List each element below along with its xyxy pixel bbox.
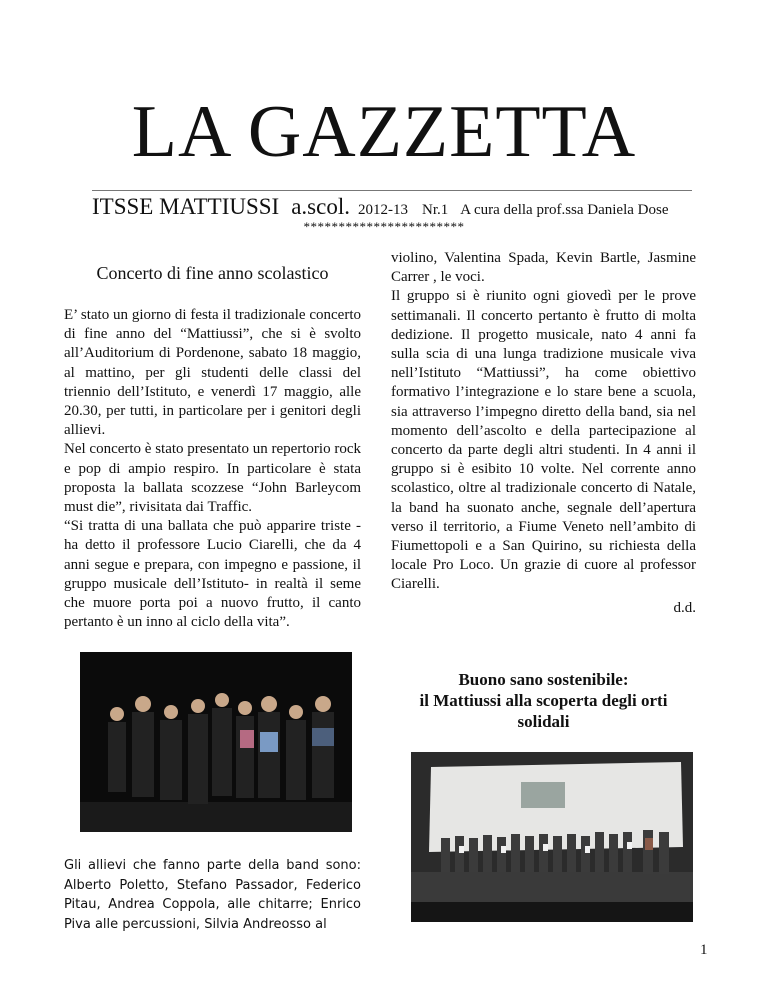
newspaper-title: LA GAZZETTA <box>131 91 637 173</box>
photo-caption: Gli allievi che fanno parte della band sono: Alberto Poletto, Stefano Passador, Federico Pitau, Andrea Coppola, alle chitarre; Enrico Piva alle percussioni, Silvia Andreosso al <box>64 858 361 932</box>
title-line: il Mattiussi alla scoperta degli orti <box>419 691 668 710</box>
stage-photo <box>411 752 693 922</box>
school-year: 2012-13 <box>357 202 408 218</box>
curator-credit: A cura della prof.ssa Daniela Dose <box>460 202 669 218</box>
article-paragraph: Il gruppo si è riunito ogni giovedì per le prove settimanali. Il concerto pertanto è frutto di molta dedizione. Il progetto musicale, nato 4 anni fa sulla scia di una lunga tradizione musicale viva nell’Istituto “Mattiussi”, ha come obiettivo formativo l’integrazione e lo stare bene a scuola, sia attraverso l’impegno diretto della band, sia nel momento dell’ascolto e della partecipazione al concerto da parte degli altri studenti. In 4 anni il gruppo si è esibito 10 volte. Nel corrente anno scolastico, oltre al tradizionale concerto di Natale, la band ha suonato anche, segnale dell’apertura verso il territorio, a Fiume Veneto nell’ambito di Fiumettopoli e a San Quirino, su richiesta della locale Pro Loco. Un grazie di cuore al professor Ciarelli. <box>391 288 696 593</box>
issue-number: Nr.1 <box>421 202 449 218</box>
article-paragraph: E’ stato un giorno di festa il tradizionale concerto di fine anno del “Mattiussi”, che si è svolto all’Auditorium di Pordenone, sabato 18 maggio, al mattino, per gli studenti delle classi del triennio dell’Istituto, e venerdì 17 maggio, alle 20.30, per tutti, in particolare per i genitori degli allievi. <box>64 307 361 439</box>
article-title-orti <box>391 669 696 732</box>
article-paragraph: violino, Valentina Spada, Kevin Bartle, Jasmine Carrer , le voci. <box>391 250 696 286</box>
article-concerto <box>64 262 361 632</box>
article-paragraph: Nel concerto è stato presentato un repertorio rock e pop di ampio respiro. In particolare è stata proposta la ballata scozzese “John Barleycom must die”, rivisitata dai Traffic. <box>64 441 361 516</box>
title-line: solidali <box>517 712 570 731</box>
title-line: Buono sano sostenibile: <box>458 670 629 689</box>
author-initials: d.d. <box>673 599 696 616</box>
school-name: ITSSE MATTIUSSI <box>92 194 280 219</box>
star-divider: *********************** <box>303 219 465 234</box>
school-year-label: a.scol. <box>291 194 350 219</box>
band-photo <box>80 652 352 832</box>
article-paragraph: “Si tratta di una ballata che può apparire triste -ha detto il professore Lucio Ciarelli, che da 4 anni segue e prepara, con impegno e passione, il gruppo musicale dell’Istituto- in realtà il seme che muore porta poi a nuovo frutto, il canto pertanto è un inno al ciclo della vita”. <box>64 518 361 631</box>
masthead-rule <box>92 190 692 191</box>
article-title: Concerto di fine anno scolastico <box>96 263 329 283</box>
page-number: 1 <box>700 942 708 958</box>
article-concerto-continued <box>391 249 696 618</box>
